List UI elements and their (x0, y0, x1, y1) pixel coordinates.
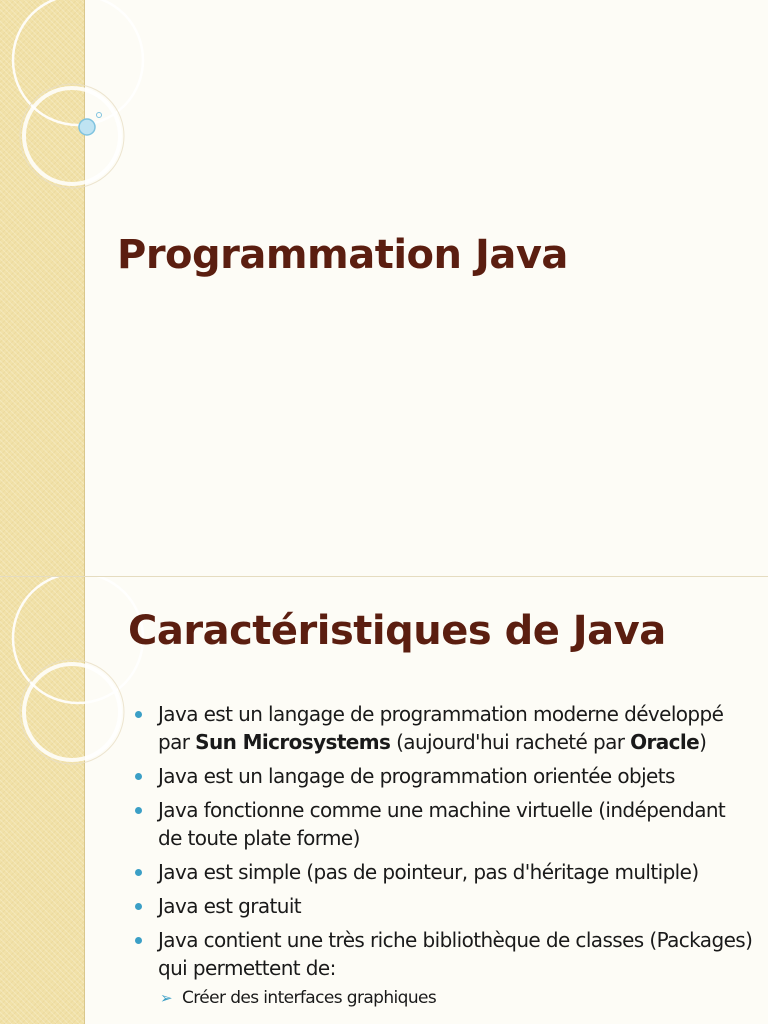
bullet-list (158, 700, 753, 1016)
slide-separator (0, 576, 768, 577)
slide-title: Caractéristiques de Java (128, 608, 666, 654)
sub-bullet-text: Créer des interfaces graphiques (182, 988, 437, 1008)
bullet-item (158, 762, 753, 790)
bullet-text-bold: Oracle (630, 730, 700, 754)
bullet-text: ) (699, 730, 707, 754)
bullet-text: Java est gratuit (158, 894, 302, 918)
sub-bullet-item (158, 986, 753, 1010)
slide-title: Programmation Java (117, 232, 568, 278)
bullet-text: Java fonctionne comme une machine virtuelle (indépendant de toute plate forme) (158, 798, 726, 850)
sub-bullet-list (158, 986, 753, 1010)
bullet-item (158, 796, 753, 852)
bullet-item (158, 892, 753, 920)
bullet-text: (aujourd'hui racheté par (390, 730, 631, 754)
decorative-circles-icon (0, 0, 200, 576)
bullet-text: Java est un langage de programmation orientée objets (158, 764, 675, 788)
arrow-right-icon: ➢ (160, 989, 172, 1007)
bullet-text-bold: Sun Microsystems (195, 730, 391, 754)
bullet-text: Java est simple (pas de pointeur, pas d'héritage multiple) (158, 860, 699, 884)
bullet-item (158, 858, 753, 886)
bullet-text: Java contient une très riche bibliothèque de classes (Packages) qui permettent de: (158, 928, 753, 980)
bullet-item (158, 700, 753, 756)
bullet-item (158, 926, 753, 1010)
bullet-text: Java est un langage de programmation moderne développé par (158, 702, 724, 754)
